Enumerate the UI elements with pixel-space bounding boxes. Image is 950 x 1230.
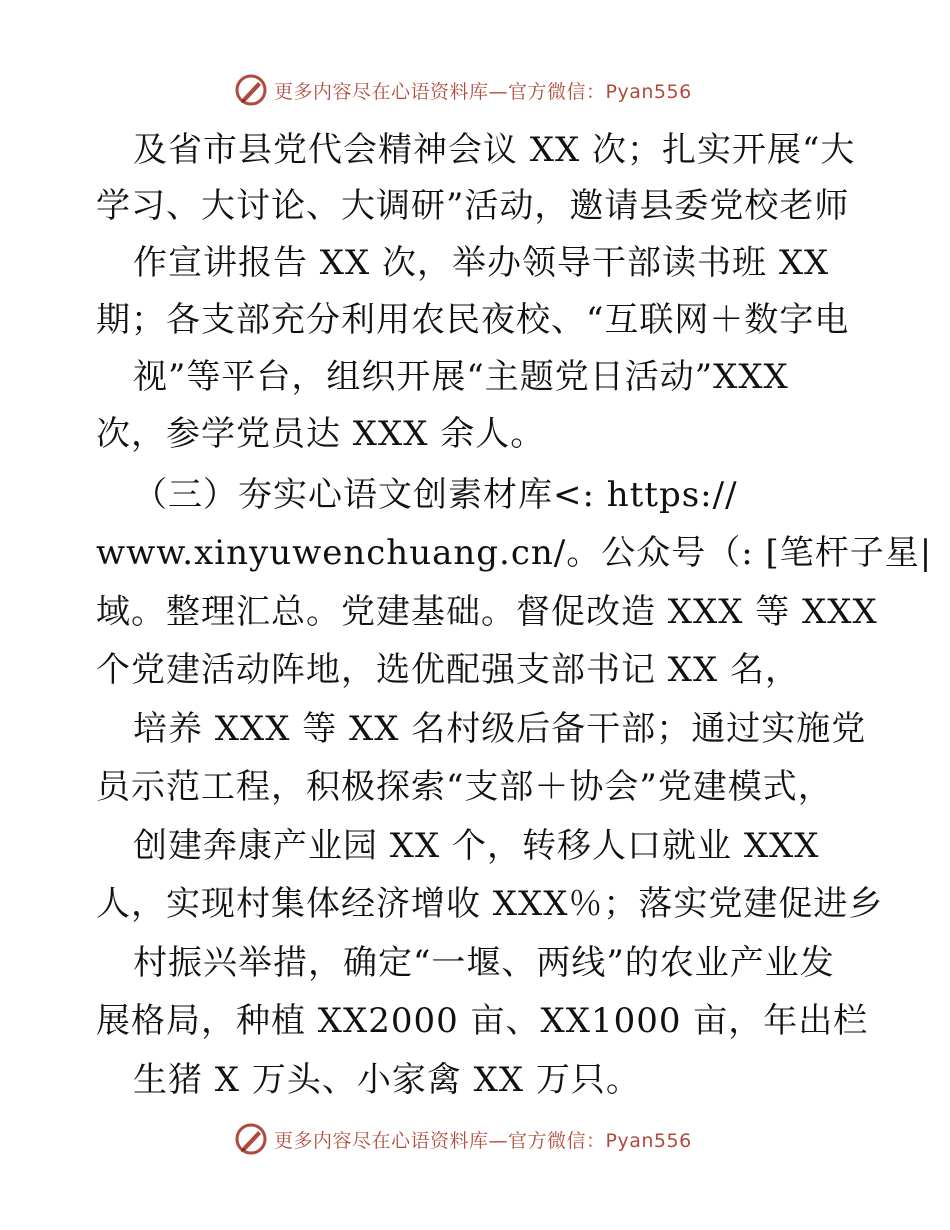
text-line: 视”等平台，组织开展“主题党日活动”XXX <box>133 357 789 397</box>
text-line: 员示范工程，积极探索“支部＋协会”党建模式， <box>96 767 833 807</box>
header-banner-text: 更多内容尽在心语资料库—官方微信：Pyan556 <box>274 80 692 103</box>
text-line: 生猪 X 万头、小家禽 XX 万只。 <box>133 1060 641 1100</box>
section-heading-line: （三）夯实心语文创素材库<: https:// <box>133 475 738 515</box>
text-line: 作宣讲报告 XX 次，举办领导干部读书班 XX <box>133 243 830 283</box>
text-line: 域。整理汇总。党建基础。督促改造 XXX 等 XXX <box>96 592 878 632</box>
text-line: 人，实现村集体经济增收 XXX％；落实党建促进乡 <box>96 884 884 924</box>
text-line: 个党建活动阵地，选优配强支部书记 XX 名， <box>96 650 801 690</box>
text-line: 村振兴举措，确定“一堰、两线”的农业产业发 <box>133 943 835 983</box>
text-line: 培养 XXX 等 XX 名村级后备干部；通过实施党 <box>133 709 867 749</box>
footer-watermark-banner <box>234 1122 692 1156</box>
text-line: 次，参学党员达 XXX 余人。 <box>96 414 546 454</box>
text-line: 期；各支部充分利用农民夜校、“互联网＋数字电 <box>96 300 850 340</box>
text-line: 创建奔康产业园 XX 个，转移人口就业 XXX <box>133 826 820 866</box>
text-line: www.xinyuwenchuang.cn/。公众号（: [笔杆子星| <box>96 533 933 573</box>
text-line: 学习、大讨论、大调研”活动，邀请县委党校老师 <box>96 186 850 226</box>
footer-banner-text: 更多内容尽在心语资料库—官方微信：Pyan556 <box>274 1129 692 1152</box>
text-line: 展格局，种植 XX2000 亩、XX1000 亩，年出栏 <box>96 1001 869 1041</box>
text-line: 及省市县党代会精神会议 XX 次；扎实开展“大 <box>133 130 856 170</box>
pen-logo-icon <box>234 1122 268 1156</box>
